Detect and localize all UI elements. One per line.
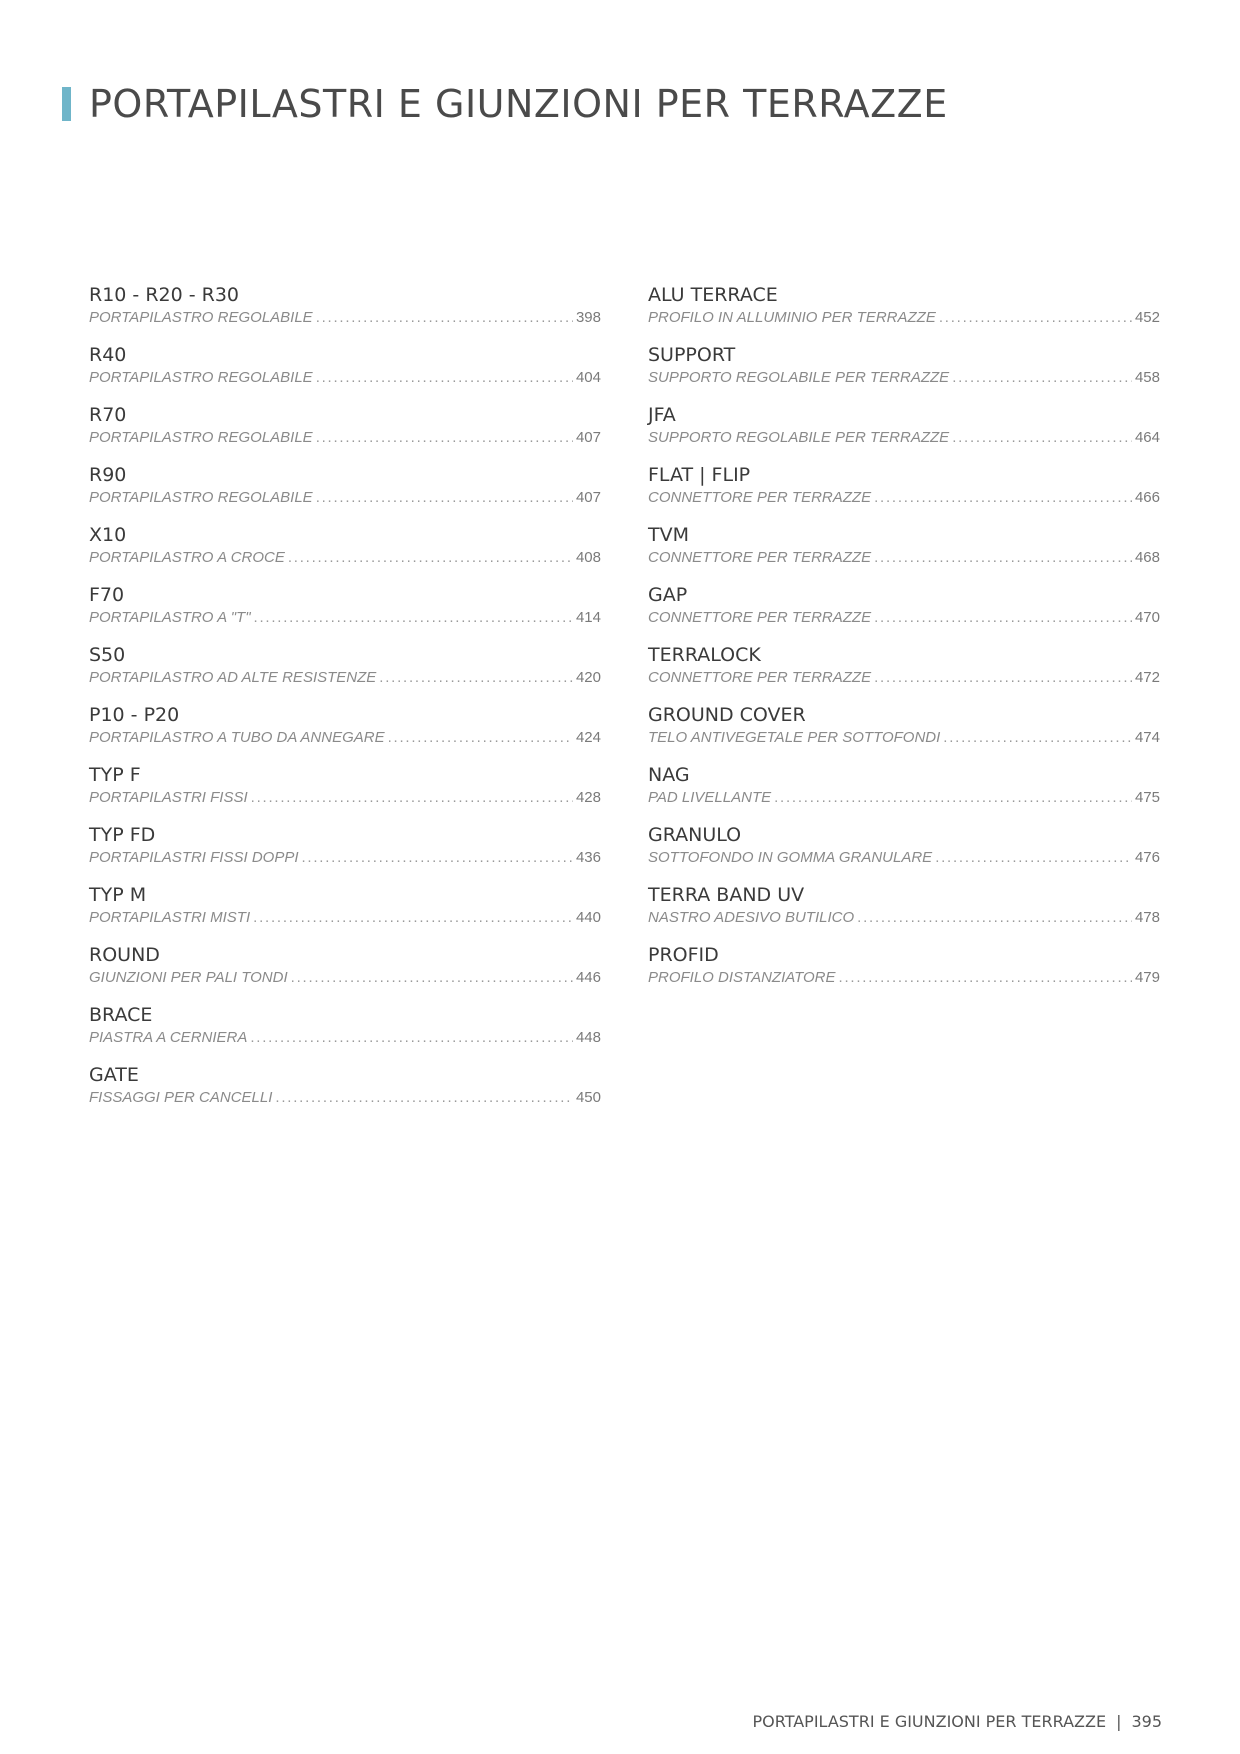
toc-dot-leader bbox=[250, 1028, 573, 1048]
toc-entry-description: PORTAPILASTRO REGOLABILE bbox=[89, 309, 313, 326]
toc-entry[interactable] bbox=[89, 282, 601, 342]
toc-entry-name: R40 bbox=[89, 344, 127, 366]
toc-dot-leader bbox=[874, 608, 1132, 628]
toc-entry[interactable] bbox=[648, 282, 1160, 342]
toc-dot-leader bbox=[952, 368, 1132, 388]
toc-entry-description: PIASTRA A CERNIERA bbox=[89, 1029, 248, 1046]
toc-entry-name: GAP bbox=[648, 584, 688, 606]
toc-entry-page: 479 bbox=[1134, 969, 1160, 986]
toc-dot-leader bbox=[316, 488, 573, 508]
toc-dot-leader bbox=[839, 968, 1132, 988]
toc-entry-description: PORTAPILASTRI FISSI DOPPI bbox=[89, 849, 299, 866]
toc-entry[interactable] bbox=[648, 762, 1160, 822]
toc-entry-description: PORTAPILASTRO REGOLABILE bbox=[89, 489, 313, 506]
toc-entry-page: 407 bbox=[575, 429, 601, 446]
toc-entry[interactable] bbox=[648, 582, 1160, 642]
toc-entry[interactable] bbox=[648, 462, 1160, 522]
toc-entry[interactable] bbox=[648, 642, 1160, 702]
toc-column-right bbox=[648, 282, 1160, 1002]
toc-entry-line bbox=[648, 548, 1160, 568]
toc-entry-page: 474 bbox=[1134, 729, 1160, 746]
toc-entry-line bbox=[89, 668, 601, 688]
toc-entry[interactable] bbox=[89, 942, 601, 1002]
toc-entry-description: PROFILO IN ALLUMINIO PER TERRAZZE bbox=[648, 309, 936, 326]
toc-entry-description: SUPPORTO REGOLABILE PER TERRAZZE bbox=[648, 369, 950, 386]
toc-entry-line bbox=[648, 908, 1160, 928]
toc-entry-name: GROUND COVER bbox=[648, 704, 806, 726]
footer-separator: | bbox=[1116, 1712, 1122, 1731]
toc-entry-line bbox=[648, 848, 1160, 868]
toc-entry-page: 468 bbox=[1134, 549, 1160, 566]
toc-dot-leader bbox=[316, 368, 573, 388]
toc-entry-line bbox=[89, 1088, 601, 1108]
toc-entry-name: TVM bbox=[648, 524, 689, 546]
toc-entry[interactable] bbox=[648, 882, 1160, 942]
toc-entry[interactable] bbox=[89, 822, 601, 882]
toc-entry-name: GRANULO bbox=[648, 824, 742, 846]
toc-entry-name: BRACE bbox=[89, 1004, 153, 1026]
toc-dot-leader bbox=[774, 788, 1132, 808]
toc-entry-name: R90 bbox=[89, 464, 127, 486]
toc-entry-name: TYP FD bbox=[89, 824, 156, 846]
toc-entry-name: FLAT | FLIP bbox=[648, 464, 751, 486]
toc-dot-leader bbox=[388, 728, 573, 748]
toc-entry-description: NASTRO ADESIVO BUTILICO bbox=[648, 909, 855, 926]
toc-entry-description: PORTAPILASTRO A "T" bbox=[89, 609, 251, 626]
toc-entry-description: PORTAPILASTRO REGOLABILE bbox=[89, 369, 313, 386]
toc-entry-description: FISSAGGI PER CANCELLI bbox=[89, 1089, 273, 1106]
toc-dot-leader bbox=[275, 1088, 573, 1108]
toc-entry-description: SUPPORTO REGOLABILE PER TERRAZZE bbox=[648, 429, 950, 446]
toc-dot-leader bbox=[874, 548, 1132, 568]
toc-entry-description: PROFILO DISTANZIATORE bbox=[648, 969, 836, 986]
toc-dot-leader bbox=[253, 908, 573, 928]
toc-entry-description: PORTAPILASTRO A CROCE bbox=[89, 549, 285, 566]
toc-entry-line bbox=[648, 608, 1160, 628]
toc-entry[interactable] bbox=[89, 642, 601, 702]
toc-entry[interactable] bbox=[648, 942, 1160, 1002]
toc-entry-name: R70 bbox=[89, 404, 127, 426]
toc-entry-page: 476 bbox=[1134, 849, 1160, 866]
toc-entry-page: 458 bbox=[1134, 369, 1160, 386]
toc-dot-leader bbox=[316, 308, 573, 328]
toc-entry-name: TERRA BAND UV bbox=[648, 884, 805, 906]
toc-entry-line bbox=[89, 368, 601, 388]
page-footer bbox=[753, 1712, 1163, 1731]
toc-dot-leader bbox=[251, 788, 573, 808]
toc-entry-page: 398 bbox=[575, 309, 601, 326]
toc-entry-name: S50 bbox=[89, 644, 126, 666]
toc-entry-line bbox=[648, 308, 1160, 328]
toc-dot-leader bbox=[379, 668, 573, 688]
toc-entry-name: ROUND bbox=[89, 944, 160, 966]
toc-entry[interactable] bbox=[648, 702, 1160, 762]
toc-entry-page: 407 bbox=[575, 489, 601, 506]
toc-entry-description: SOTTOFONDO IN GOMMA GRANULARE bbox=[648, 849, 933, 866]
toc-entry-page: 424 bbox=[575, 729, 601, 746]
toc-entry-description: GIUNZIONI PER PALI TONDI bbox=[89, 969, 288, 986]
toc-entry-name: PROFID bbox=[648, 944, 719, 966]
toc-entry-page: 428 bbox=[575, 789, 601, 806]
toc-entry[interactable] bbox=[89, 762, 601, 822]
toc-entry-line bbox=[89, 848, 601, 868]
toc-entry-page: 414 bbox=[575, 609, 601, 626]
toc-dot-leader bbox=[316, 428, 573, 448]
toc-entry-page: 448 bbox=[575, 1029, 601, 1046]
toc-entry-line bbox=[648, 368, 1160, 388]
toc-entry-line bbox=[648, 968, 1160, 988]
toc-entry[interactable] bbox=[648, 822, 1160, 882]
toc-entry-line bbox=[89, 1028, 601, 1048]
toc-entry-description: PORTAPILASTRI MISTI bbox=[89, 909, 251, 926]
toc-entry-line bbox=[648, 428, 1160, 448]
toc-entry-name: TYP F bbox=[89, 764, 141, 786]
title-accent-bar bbox=[62, 87, 71, 121]
toc-dot-leader bbox=[288, 548, 573, 568]
toc-entry-page: 470 bbox=[1134, 609, 1160, 626]
toc-entry-name: ALU TERRACE bbox=[648, 284, 778, 306]
toc-entry-line bbox=[89, 488, 601, 508]
toc-entry-name: R10 - R20 - R30 bbox=[89, 284, 240, 306]
toc-entry-line bbox=[89, 548, 601, 568]
toc-entry-line bbox=[89, 608, 601, 628]
toc-dot-leader bbox=[874, 488, 1132, 508]
toc-entry-description: PORTAPILASTRI FISSI bbox=[89, 789, 248, 806]
toc-entry-description: CONNETTORE PER TERRAZZE bbox=[648, 669, 872, 686]
toc-entry-description: PAD LIVELLANTE bbox=[648, 789, 772, 806]
toc-column-left bbox=[89, 282, 601, 1122]
toc-entry-name: F70 bbox=[89, 584, 125, 606]
toc-dot-leader bbox=[857, 908, 1132, 928]
toc-entry-line bbox=[89, 428, 601, 448]
toc-entry-page: 408 bbox=[575, 549, 601, 566]
toc-entry-page: 440 bbox=[575, 909, 601, 926]
toc-dot-leader bbox=[291, 968, 573, 988]
toc-entry[interactable] bbox=[648, 522, 1160, 582]
footer-page-number: 395 bbox=[1131, 1712, 1162, 1731]
toc-entry[interactable] bbox=[89, 1002, 601, 1062]
footer-section-title: PORTAPILASTRI E GIUNZIONI PER TERRAZZE bbox=[752, 1712, 1107, 1731]
toc-entry-line bbox=[89, 968, 601, 988]
toc-entry-description: CONNETTORE PER TERRAZZE bbox=[648, 609, 872, 626]
toc-entry-page: 450 bbox=[575, 1089, 601, 1106]
toc-entry-name: JFA bbox=[648, 404, 676, 426]
toc-entry-line bbox=[648, 728, 1160, 748]
toc-dot-leader bbox=[935, 848, 1132, 868]
toc-entry-page: 475 bbox=[1134, 789, 1160, 806]
toc-entry-page: 436 bbox=[575, 849, 601, 866]
toc-dot-leader bbox=[302, 848, 573, 868]
toc-entry-line bbox=[89, 728, 601, 748]
toc-entry-line bbox=[89, 788, 601, 808]
toc-entry[interactable] bbox=[89, 702, 601, 762]
toc-entry[interactable] bbox=[89, 582, 601, 642]
toc-entry-description: PORTAPILASTRO AD ALTE RESISTENZE bbox=[89, 669, 377, 686]
toc-entry-line bbox=[89, 908, 601, 928]
toc-entry-line bbox=[89, 308, 601, 328]
toc-entry-page: 478 bbox=[1134, 909, 1160, 926]
toc-entry-name: P10 - P20 bbox=[89, 704, 180, 726]
toc-entry-name: GATE bbox=[89, 1064, 139, 1086]
page-title: PORTAPILASTRI E GIUNZIONI PER TERRAZZE bbox=[89, 82, 948, 126]
toc-entry[interactable] bbox=[89, 1062, 601, 1122]
toc-entry[interactable] bbox=[648, 402, 1160, 462]
toc-entry[interactable] bbox=[89, 402, 601, 462]
toc-entry-description: PORTAPILASTRO A TUBO DA ANNEGARE bbox=[89, 729, 385, 746]
toc-entry-description: CONNETTORE PER TERRAZZE bbox=[648, 549, 872, 566]
toc-entry-name: SUPPORT bbox=[648, 344, 736, 366]
toc-entry-description: PORTAPILASTRO REGOLABILE bbox=[89, 429, 313, 446]
toc-entry[interactable] bbox=[89, 522, 601, 582]
toc-dot-leader bbox=[943, 728, 1132, 748]
toc-entry-name: X10 bbox=[89, 524, 127, 546]
toc-entry[interactable] bbox=[89, 342, 601, 402]
toc-entry[interactable] bbox=[89, 462, 601, 522]
toc-entry-name: TERRALOCK bbox=[648, 644, 761, 666]
page-header bbox=[62, 82, 948, 126]
toc-entry-description: TELO ANTIVEGETALE PER SOTTOFONDI bbox=[648, 729, 941, 746]
toc-entry-page: 466 bbox=[1134, 489, 1160, 506]
toc-entry-page: 446 bbox=[575, 969, 601, 986]
toc-entry-page: 452 bbox=[1134, 309, 1160, 326]
toc-entry-page: 472 bbox=[1134, 669, 1160, 686]
toc-dot-leader bbox=[952, 428, 1132, 448]
toc-entry-line bbox=[648, 788, 1160, 808]
toc-entry-line bbox=[648, 668, 1160, 688]
toc-entry-page: 404 bbox=[575, 369, 601, 386]
toc-dot-leader bbox=[254, 608, 573, 628]
toc-entry-name: TYP M bbox=[89, 884, 147, 906]
toc-entry-page: 464 bbox=[1134, 429, 1160, 446]
toc-entry-line bbox=[648, 488, 1160, 508]
toc-entry[interactable] bbox=[648, 342, 1160, 402]
toc-entry-page: 420 bbox=[575, 669, 601, 686]
toc-entry-description: CONNETTORE PER TERRAZZE bbox=[648, 489, 872, 506]
toc-entry-name: NAG bbox=[648, 764, 690, 786]
toc-entry[interactable] bbox=[89, 882, 601, 942]
toc-dot-leader bbox=[874, 668, 1132, 688]
toc-dot-leader bbox=[939, 308, 1132, 328]
